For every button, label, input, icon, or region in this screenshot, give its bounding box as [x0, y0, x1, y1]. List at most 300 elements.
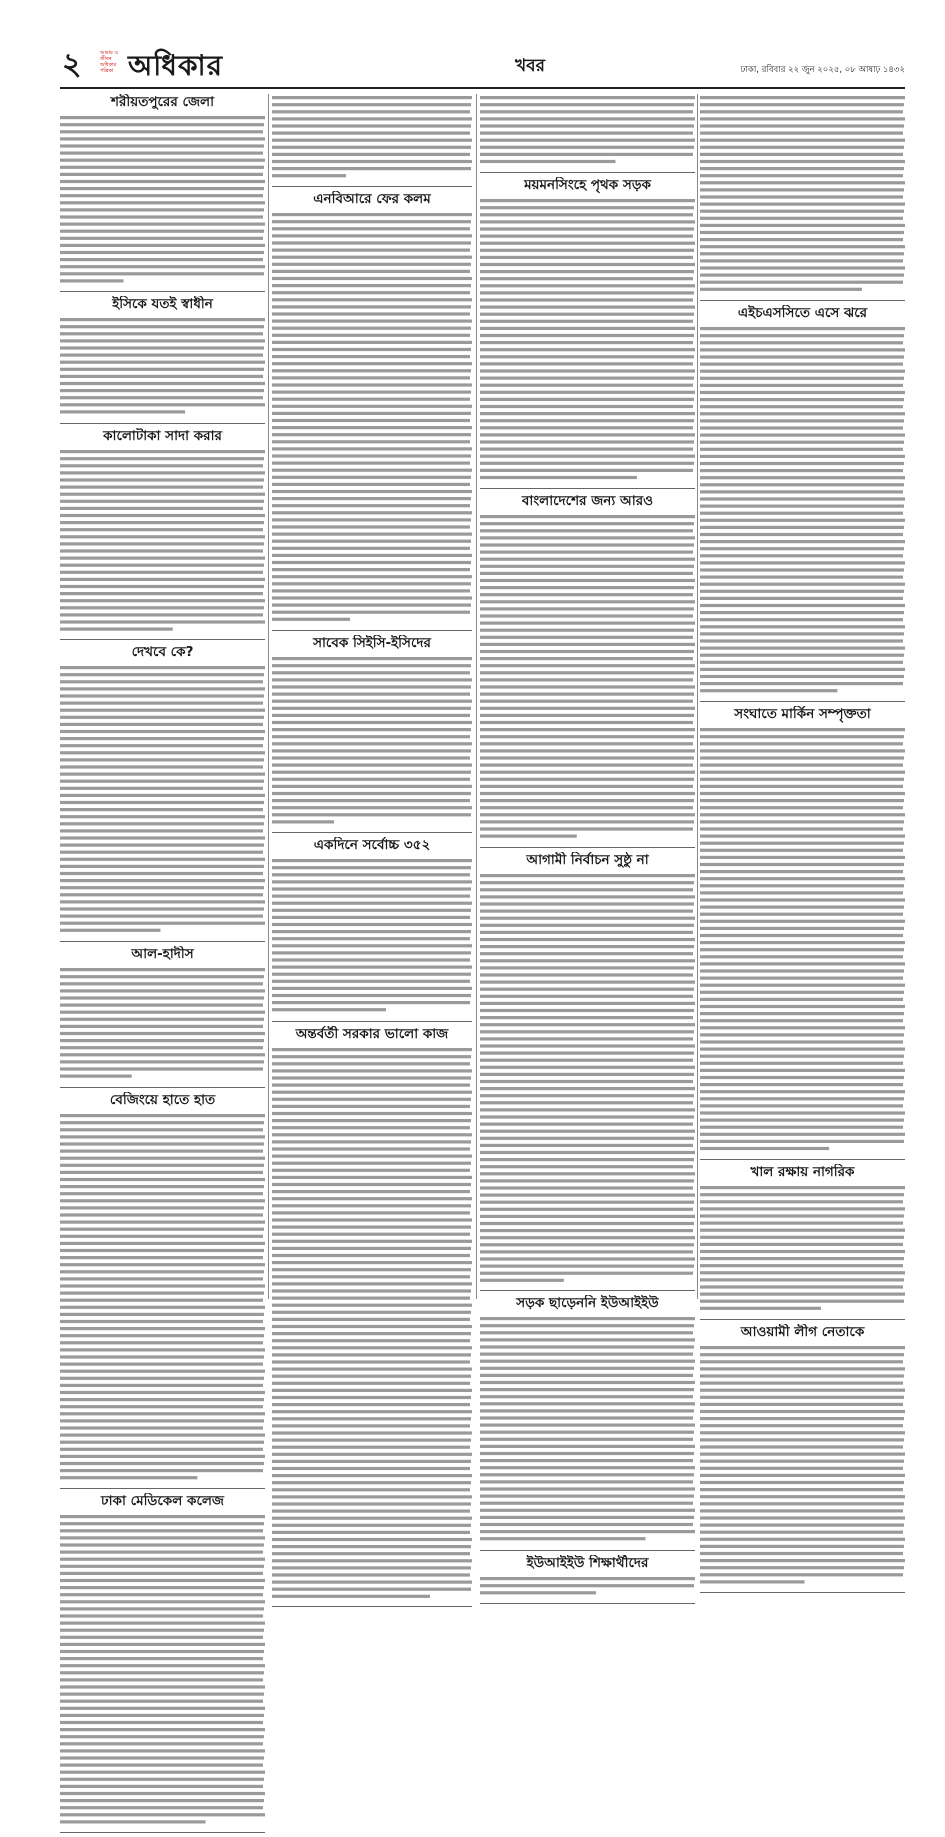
text-line [480, 593, 693, 596]
text-line [60, 1799, 264, 1802]
text-line [700, 820, 904, 823]
text-line [60, 815, 265, 818]
text-line [272, 1346, 472, 1349]
column-4 [700, 94, 905, 1597]
text-line [272, 902, 472, 905]
text-line [480, 391, 695, 394]
text-line [60, 1728, 265, 1731]
text-line [60, 1341, 263, 1344]
text-line [700, 927, 904, 930]
text-line [60, 886, 264, 889]
text-line [60, 1149, 263, 1152]
text-line [480, 586, 694, 589]
text-line [60, 737, 264, 740]
text-line [480, 220, 695, 223]
text-line [272, 1303, 472, 1306]
text-line [480, 952, 693, 955]
text-line [480, 1150, 695, 1153]
text-line [60, 1462, 264, 1465]
text-line [480, 888, 693, 891]
text-line [700, 991, 904, 994]
text-line [700, 604, 905, 607]
text-line [700, 497, 905, 500]
text-line [272, 1111, 472, 1114]
headline: ঢাকা মেডিকেল কলেজ [100, 1492, 225, 1509]
text-line [700, 771, 905, 774]
text-line [480, 1516, 694, 1519]
text-line [480, 813, 695, 816]
text-line [700, 561, 905, 564]
text-line [700, 1019, 903, 1022]
text-line [480, 657, 693, 660]
text-line [272, 1594, 430, 1597]
text-line [272, 1218, 472, 1221]
text-line [272, 728, 471, 731]
text-line [480, 384, 693, 387]
text-line [700, 806, 903, 809]
text-line [700, 1040, 903, 1043]
text-line [480, 909, 693, 912]
text-line [272, 778, 470, 781]
section-title: খবর [515, 56, 545, 76]
text-line [60, 1700, 263, 1703]
text-line [700, 1566, 904, 1569]
text-line [700, 842, 904, 845]
text-line [60, 997, 264, 1000]
text-line [272, 227, 470, 230]
article-body-text [480, 197, 695, 481]
text-line [480, 313, 694, 316]
text-line [480, 1381, 695, 1384]
text-line [60, 1334, 264, 1337]
text-line [60, 894, 263, 897]
text-line [480, 405, 693, 408]
article-body-text [60, 1112, 265, 1481]
text-line [60, 130, 263, 133]
text-line [700, 224, 905, 227]
text-line [700, 96, 905, 99]
text-line [700, 1033, 904, 1036]
text-line [60, 1348, 265, 1351]
text-line [480, 213, 693, 216]
text-line [272, 256, 472, 259]
text-line [700, 639, 903, 642]
text-line [272, 213, 472, 216]
text-line [480, 1417, 693, 1420]
text-line [60, 1515, 265, 1518]
text-line [700, 955, 903, 958]
text-line [272, 604, 471, 607]
article-body-text [480, 1575, 695, 1596]
news-story [480, 852, 695, 1292]
text-line [700, 1495, 905, 1498]
text-line [60, 1664, 265, 1667]
text-line [60, 528, 263, 531]
text-line [480, 565, 694, 568]
text-line [272, 678, 472, 681]
text-line [60, 1607, 264, 1610]
text-line [700, 998, 903, 1001]
text-line [272, 930, 471, 933]
text-line [700, 1410, 905, 1413]
text-line [60, 592, 263, 595]
text-line [700, 1104, 903, 1107]
text-line [700, 969, 904, 972]
text-line [700, 1090, 905, 1093]
text-line [700, 412, 905, 415]
text-line [60, 1220, 265, 1223]
text-line [700, 217, 903, 220]
logo-tagline: আমার ও জীবন অধিকার পত্রিকা [100, 50, 119, 74]
text-line [60, 606, 264, 609]
text-line [272, 1008, 386, 1011]
text-line [480, 1353, 693, 1356]
text-line [60, 1384, 263, 1387]
text-line [60, 1792, 265, 1795]
text-line [272, 1474, 472, 1477]
text-line [272, 117, 472, 120]
text-line [272, 1097, 471, 1100]
article-body-text [60, 114, 265, 284]
text-line [480, 1271, 693, 1274]
text-line [700, 440, 904, 443]
text-line [480, 1058, 693, 1061]
headline: খাল রক্ষায় নাগরিক [750, 1163, 855, 1180]
text-line [272, 866, 471, 869]
text-line [700, 167, 904, 170]
text-line [60, 1025, 263, 1028]
text-line [480, 1445, 695, 1448]
text-line [60, 1806, 263, 1809]
text-line [480, 572, 693, 575]
text-line [480, 1193, 695, 1196]
text-line [480, 1495, 694, 1498]
text-line [60, 1277, 263, 1280]
text-line [700, 1243, 903, 1246]
text-line [272, 1523, 471, 1526]
text-line [60, 599, 265, 602]
news-story [480, 177, 695, 489]
news-story [60, 1092, 265, 1489]
text-line [700, 1200, 903, 1203]
text-line [700, 419, 904, 422]
text-line [480, 1108, 695, 1111]
text-line [272, 785, 472, 788]
text-line [60, 1543, 264, 1546]
text-line [272, 859, 472, 862]
text-line [700, 913, 903, 916]
text-line [272, 1580, 472, 1583]
text-line [480, 799, 694, 802]
text-line [272, 888, 471, 891]
text-line [700, 785, 903, 788]
text-line [60, 368, 264, 371]
text-line [700, 934, 903, 937]
text-line [480, 671, 694, 674]
text-line [480, 543, 694, 546]
text-line [700, 398, 904, 401]
text-line [272, 153, 470, 156]
text-line [480, 256, 693, 259]
text-line [700, 362, 903, 365]
text-line [60, 620, 265, 623]
text-line [700, 160, 905, 163]
text-line [60, 1263, 265, 1266]
text-line [60, 279, 124, 282]
text-line [700, 1346, 905, 1349]
text-line [700, 540, 905, 543]
text-line [60, 982, 263, 985]
headline: বাংলাদেশের জন্য আরও [521, 493, 654, 509]
text-line [272, 1225, 471, 1228]
text-line [60, 1227, 264, 1230]
text-line [60, 1213, 263, 1216]
column-3 [480, 94, 695, 1608]
text-line [60, 975, 264, 978]
text-line [272, 813, 471, 816]
text-line [272, 1339, 470, 1342]
text-line [272, 327, 471, 330]
news-story [272, 837, 472, 1021]
text-line [480, 700, 693, 703]
text-line [272, 490, 472, 493]
text-line [60, 1550, 263, 1553]
text-line [480, 756, 694, 759]
text-line [272, 547, 470, 550]
text-line [272, 1104, 470, 1107]
text-line [272, 469, 472, 472]
text-line [272, 874, 470, 877]
text-line [272, 792, 471, 795]
text-line [272, 348, 471, 351]
text-line [272, 433, 471, 436]
text-line [272, 771, 471, 774]
article-body-text [480, 1315, 695, 1542]
text-line [480, 1087, 695, 1090]
text-line [60, 1707, 265, 1710]
text-line [480, 945, 694, 948]
text-line [700, 1466, 903, 1469]
text-line [700, 210, 904, 213]
text-line [480, 923, 694, 926]
text-line [60, 780, 264, 783]
text-line [60, 1469, 263, 1472]
text-line [272, 742, 472, 745]
text-line [272, 1410, 472, 1413]
news-story [60, 296, 265, 423]
text-line [700, 1012, 904, 1015]
text-line [272, 1253, 470, 1256]
text-line [272, 799, 470, 802]
text-line [60, 1749, 265, 1752]
text-line [60, 752, 265, 755]
text-line [700, 653, 904, 656]
news-story [480, 94, 695, 173]
news-story [272, 94, 472, 187]
article-body-text [700, 325, 905, 694]
text-line [60, 844, 264, 847]
text-line [60, 499, 264, 502]
text-line [480, 160, 615, 163]
text-line [480, 1324, 694, 1327]
text-line [700, 188, 904, 191]
text-line [700, 1186, 905, 1189]
text-line [480, 1072, 694, 1075]
article-body-text [60, 1513, 265, 1825]
text-line [272, 476, 471, 479]
text-line [700, 1140, 904, 1143]
text-line [480, 959, 695, 962]
article-body-text [60, 448, 265, 633]
text-line [60, 1692, 264, 1695]
text-line [700, 962, 905, 965]
text-line [700, 898, 905, 901]
text-line [700, 153, 903, 156]
text-line [272, 1367, 472, 1370]
text-line [480, 1101, 693, 1104]
text-line [60, 404, 265, 407]
article-body-text [700, 94, 905, 293]
text-line [700, 920, 905, 923]
text-line [700, 504, 904, 507]
text-line [480, 270, 694, 273]
column-divider [268, 94, 269, 1299]
news-story [272, 191, 472, 631]
text-line [480, 1509, 695, 1512]
text-line [60, 1178, 265, 1181]
text-line [60, 681, 263, 684]
text-line [60, 1114, 265, 1117]
text-line [272, 1147, 470, 1150]
text-line [272, 657, 472, 660]
text-line [480, 1317, 695, 1320]
headline: সড়ক ছাড়েননি ইউআইইউ [516, 1295, 659, 1312]
text-line [60, 1298, 263, 1301]
text-line [272, 1232, 470, 1235]
text-line [700, 1403, 903, 1406]
text-line [60, 1572, 263, 1575]
text-line [480, 469, 693, 472]
text-line [272, 1246, 471, 1249]
text-line [700, 117, 905, 120]
text-line [272, 1552, 470, 1555]
text-line [480, 124, 694, 127]
text-line [480, 96, 695, 99]
news-story [60, 946, 265, 1088]
text-line [272, 1182, 471, 1185]
text-line [60, 1242, 265, 1245]
text-line [700, 476, 905, 479]
text-line [60, 1234, 263, 1237]
text-line [272, 483, 470, 486]
text-line [60, 1163, 264, 1166]
text-line [700, 1271, 905, 1274]
text-line [272, 618, 350, 621]
text-line [700, 1097, 904, 1100]
news-story [60, 428, 265, 641]
text-line [700, 231, 904, 234]
text-line [272, 1466, 470, 1469]
logo [100, 48, 230, 82]
text-line [272, 234, 472, 237]
text-line [700, 462, 904, 465]
text-line [60, 258, 263, 261]
news-story [272, 635, 472, 833]
text-line [700, 132, 903, 135]
text-line [60, 1771, 265, 1774]
text-line [60, 137, 265, 140]
text-line [480, 103, 694, 106]
article-body-text [60, 664, 265, 934]
text-line [480, 1346, 694, 1349]
text-line [700, 181, 905, 184]
news-story [480, 1295, 695, 1550]
text-line [700, 1509, 903, 1512]
text-line [272, 1168, 470, 1171]
text-line [60, 773, 265, 776]
text-line [700, 1452, 905, 1455]
text-line [272, 1395, 471, 1398]
text-line [700, 1292, 905, 1295]
article-body-text [272, 857, 472, 1013]
text-line [700, 813, 905, 816]
text-line [700, 259, 903, 262]
text-line [272, 1445, 470, 1448]
text-line [480, 536, 695, 539]
text-line [700, 1126, 903, 1129]
text-line [480, 1065, 695, 1068]
text-line [480, 1502, 693, 1505]
text-line [60, 1171, 263, 1174]
text-line [700, 174, 903, 177]
text-line [480, 146, 694, 149]
text-line [480, 1257, 695, 1260]
text-line [700, 1214, 904, 1217]
text-line [700, 625, 905, 628]
text-line [700, 756, 904, 759]
text-line [700, 1374, 904, 1377]
text-line [700, 1133, 905, 1136]
news-story [60, 94, 265, 292]
text-line [480, 930, 693, 933]
text-line [272, 1001, 470, 1004]
headline: একদিনে সর্বোচ্চ ৩৫২ [313, 837, 431, 854]
text-line [60, 1249, 264, 1252]
text-line [60, 922, 265, 925]
text-line [480, 1459, 693, 1462]
text-line [480, 1530, 695, 1533]
text-line [480, 199, 695, 202]
text-line [480, 881, 694, 884]
text-line [480, 1360, 695, 1363]
text-line [480, 994, 693, 997]
text-line [700, 274, 904, 277]
text-line [700, 827, 903, 830]
text-line [700, 1573, 903, 1576]
text-line [480, 1250, 693, 1253]
text-line [480, 1243, 694, 1246]
text-line [60, 1763, 263, 1766]
text-line [700, 1445, 903, 1448]
text-line [272, 518, 471, 521]
text-line [700, 1424, 903, 1427]
text-line [480, 742, 693, 745]
text-line [60, 1586, 264, 1589]
text-line [60, 794, 265, 797]
text-line [480, 678, 693, 681]
text-line [60, 989, 265, 992]
text-line [700, 1431, 905, 1434]
